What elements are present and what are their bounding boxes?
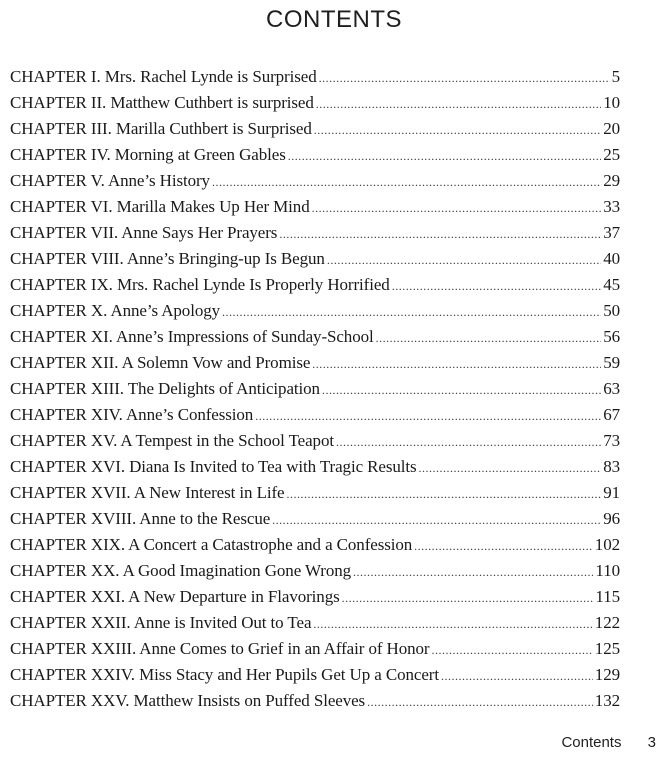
dot-leader xyxy=(392,273,601,299)
toc-entry xyxy=(10,506,620,532)
dot-leader xyxy=(432,637,593,663)
dot-leader xyxy=(255,403,601,429)
page-number: 3 xyxy=(647,734,656,751)
running-footer-label: Contents xyxy=(561,734,622,751)
dot-leader xyxy=(316,91,601,117)
toc-entry-page: 37 xyxy=(603,223,620,242)
toc-entry-page: 102 xyxy=(594,535,620,554)
toc-entry-page: 122 xyxy=(594,613,620,632)
toc-entry-page: 129 xyxy=(594,665,620,684)
toc-entry-title: CHAPTER XXI. A New Departure in Flavorings xyxy=(10,587,340,606)
toc-entry-title: CHAPTER XXIII. Anne Comes to Grief in an Affair of Honor xyxy=(10,639,430,658)
toc-entry-page: 56 xyxy=(603,327,620,346)
toc-entry xyxy=(10,402,620,428)
toc-entry-page: 91 xyxy=(603,483,620,502)
toc-entry-page: 40 xyxy=(603,249,620,268)
toc-entry-title: CHAPTER XVII. A New Interest in Life xyxy=(10,483,285,502)
toc-entry xyxy=(10,324,620,350)
dot-leader xyxy=(319,65,610,91)
toc-entry xyxy=(10,272,620,298)
toc-entry-page: 50 xyxy=(603,301,620,320)
toc-entry-page: 96 xyxy=(603,509,620,528)
toc-entry-title: CHAPTER XVI. Diana Is Invited to Tea with Tragic Results xyxy=(10,457,417,476)
dot-leader xyxy=(312,351,601,377)
toc-entry-title: CHAPTER III. Marilla Cuthbert is Surprised xyxy=(10,119,312,138)
page-title: CONTENTS xyxy=(266,6,402,33)
toc-entry-page: 67 xyxy=(603,405,620,424)
dot-leader xyxy=(376,325,602,351)
toc-entry-title: CHAPTER XIX. A Concert a Catastrophe and a Confession xyxy=(10,535,413,554)
toc-entry-title: CHAPTER XV. A Tempest in the School Teapot xyxy=(10,431,334,450)
dot-leader xyxy=(272,507,601,533)
dot-leader xyxy=(313,611,592,637)
toc-entry-page: 110 xyxy=(595,561,620,580)
dot-leader xyxy=(222,299,601,325)
toc-entry xyxy=(10,532,620,558)
toc-entry xyxy=(10,90,620,116)
toc-entry-page: 45 xyxy=(603,275,620,294)
toc-entry-page: 125 xyxy=(594,639,620,658)
toc-entry-page: 20 xyxy=(603,119,620,138)
dot-leader xyxy=(336,429,601,455)
toc-entry-title: CHAPTER X. Anne’s Apology xyxy=(10,301,221,320)
toc-entry-title: CHAPTER XXV. Matthew Insists on Puffed Sleeves xyxy=(10,691,366,710)
toc-entry-title: CHAPTER XIV. Anne’s Confession xyxy=(10,405,254,424)
toc-entry xyxy=(10,116,620,142)
dot-leader xyxy=(212,169,601,195)
toc-entry-title: CHAPTER IV. Morning at Green Gables xyxy=(10,145,286,164)
dot-leader xyxy=(314,117,601,143)
dot-leader xyxy=(287,481,602,507)
dot-leader xyxy=(414,533,593,559)
dot-leader xyxy=(353,559,593,585)
dot-leader xyxy=(327,247,601,273)
toc-entry xyxy=(10,610,620,636)
toc-entry xyxy=(10,636,620,662)
toc-entry-page: 73 xyxy=(603,431,620,450)
toc-entry-title: CHAPTER VII. Anne Says Her Prayers xyxy=(10,223,278,242)
toc-entry-title: CHAPTER XIII. The Delights of Anticipation xyxy=(10,379,320,398)
toc-entry xyxy=(10,428,620,454)
toc-entry-page: 63 xyxy=(603,379,620,398)
page-footer xyxy=(561,734,656,751)
toc-entry xyxy=(10,454,620,480)
toc-entry-page: 115 xyxy=(595,587,620,606)
dot-leader xyxy=(419,455,602,481)
toc-entry xyxy=(10,220,620,246)
toc-entry-page: 29 xyxy=(603,171,620,190)
toc-entry-title: CHAPTER XXIV. Miss Stacy and Her Pupils Get Up a Concert xyxy=(10,665,439,684)
toc-entry-title: CHAPTER XXII. Anne is Invited Out to Tea xyxy=(10,613,312,632)
toc-entry-title: CHAPTER XX. A Good Imagination Gone Wrong xyxy=(10,561,352,580)
table-of-contents xyxy=(10,64,620,714)
toc-entry xyxy=(10,64,620,90)
dot-leader xyxy=(279,221,601,247)
toc-entry xyxy=(10,584,620,610)
toc-entry xyxy=(10,662,620,688)
toc-entry-title: CHAPTER VI. Marilla Makes Up Her Mind xyxy=(10,197,310,216)
dot-leader xyxy=(288,143,601,169)
toc-entry-page: 5 xyxy=(611,67,620,86)
toc-entry xyxy=(10,168,620,194)
toc-entry-title: CHAPTER V. Anne’s History xyxy=(10,171,210,190)
toc-entry xyxy=(10,298,620,324)
toc-entry-title: CHAPTER XVIII. Anne to the Rescue xyxy=(10,509,271,528)
dot-leader xyxy=(367,689,593,715)
toc-entry-page: 59 xyxy=(603,353,620,372)
toc-entry xyxy=(10,142,620,168)
toc-entry-title: CHAPTER IX. Mrs. Rachel Lynde Is Properly Horrified xyxy=(10,275,390,294)
dot-leader xyxy=(312,195,602,221)
toc-entry xyxy=(10,194,620,220)
toc-entry-page: 132 xyxy=(594,691,620,710)
toc-entry-title: CHAPTER VIII. Anne’s Bringing-up Is Begun xyxy=(10,249,325,268)
toc-entry-title: CHAPTER I. Mrs. Rachel Lynde is Surprised xyxy=(10,67,317,86)
toc-entry-title: CHAPTER XI. Anne’s Impressions of Sunday-School xyxy=(10,327,374,346)
toc-entry-page: 33 xyxy=(603,197,620,216)
toc-entry xyxy=(10,480,620,506)
toc-entry xyxy=(10,246,620,272)
dot-leader xyxy=(441,663,593,689)
toc-entry-page: 83 xyxy=(603,457,620,476)
toc-entry-page: 10 xyxy=(603,93,620,112)
toc-entry xyxy=(10,558,620,584)
toc-entry xyxy=(10,350,620,376)
dot-leader xyxy=(342,585,594,611)
dot-leader xyxy=(322,377,601,403)
toc-entry-page: 25 xyxy=(603,145,620,164)
toc-entry xyxy=(10,376,620,402)
toc-entry-title: CHAPTER XII. A Solemn Vow and Promise xyxy=(10,353,311,372)
toc-entry-title: CHAPTER II. Matthew Cuthbert is surprised xyxy=(10,93,314,112)
toc-entry xyxy=(10,688,620,714)
